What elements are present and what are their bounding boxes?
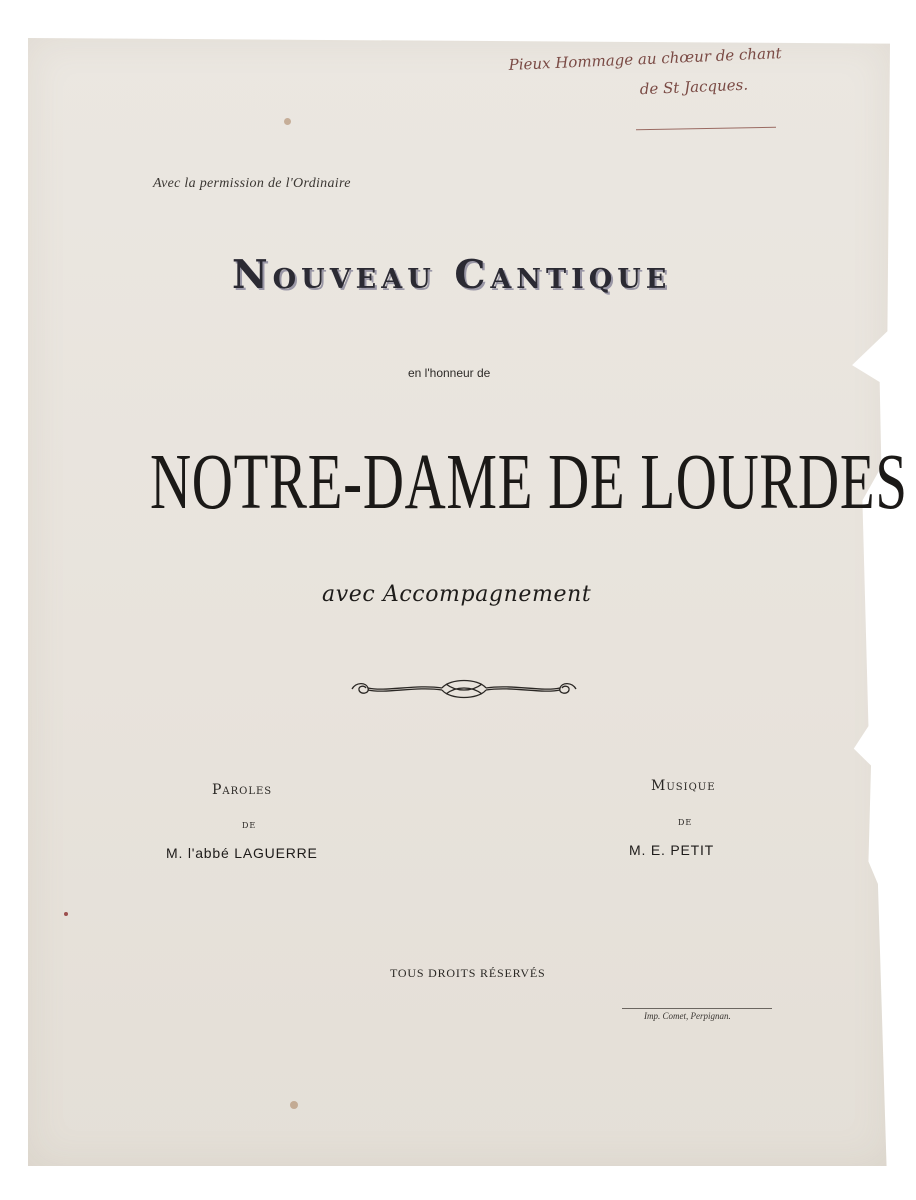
paper-stain [290, 1101, 298, 1109]
printer-imprint: Imp. Comet, Perpignan. [644, 1011, 731, 1021]
accompaniment-line: avec Accompagnement [322, 582, 592, 607]
title-nouveau-cantique: Nouveau Cantique [232, 252, 672, 298]
dedication-line-1: Pieux Hommage au chœur de chant [508, 44, 783, 74]
handwritten-dedication [508, 38, 784, 110]
paroles-de: DE [242, 821, 257, 830]
title-notre-dame: NOTRE-DAME DE LOURDES [150, 439, 908, 526]
musique-label: Musique [651, 778, 716, 794]
musique-de: DE [678, 818, 693, 827]
rights-notice: TOUS DROITS RÉSERVÉS [390, 966, 546, 980]
dedication-line-2: de St Jacques. [639, 75, 749, 99]
paper-stain [284, 118, 291, 125]
lyricist-name: M. l'abbé LAGUERRE [166, 845, 318, 861]
ornament-flourish-icon [346, 676, 582, 702]
paroles-label: Paroles [212, 782, 273, 798]
imprint-rule [622, 1008, 772, 1009]
composer-name: M. E. PETIT [629, 842, 715, 858]
subtitle-honneur: en l'honneur de [408, 366, 491, 380]
paper-stain [64, 912, 68, 916]
permission-note: Avec la permission de l'Ordinaire [153, 176, 351, 191]
